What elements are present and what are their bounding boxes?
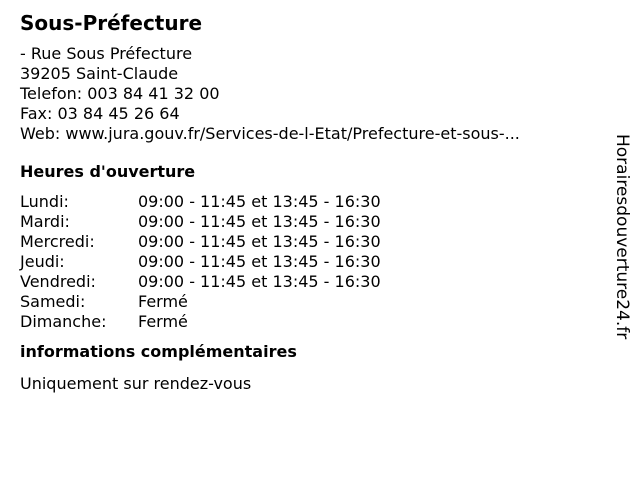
hours-time: 09:00 - 11:45 et 13:45 - 16:30 xyxy=(138,212,381,231)
info-text: Uniquement sur rendez-vous xyxy=(20,374,252,393)
address-block xyxy=(20,44,600,144)
hours-day: Jeudi: xyxy=(20,252,65,271)
hours-time: 09:00 - 11:45 et 13:45 - 16:30 xyxy=(138,272,381,291)
hours-day: Lundi: xyxy=(20,192,69,211)
hours-time: Fermé xyxy=(138,312,188,331)
info-heading: informations complémentaires xyxy=(20,342,297,361)
city-address: 39205 Saint-Claude xyxy=(20,64,179,83)
website-link: Web: www.jura.gouv.fr/Services-de-l-Etat/Prefecture-et-sous-... xyxy=(20,124,520,143)
hours-time: 09:00 - 11:45 et 13:45 - 16:30 xyxy=(138,232,381,251)
hours-day: Mercredi: xyxy=(20,232,95,251)
street-address: - Rue Sous Préfecture xyxy=(20,44,193,63)
phone-number: Telefon: 003 84 41 32 00 xyxy=(20,84,220,103)
brand-watermark: Horairesdouverture24.fr xyxy=(612,134,632,340)
hours-time: 09:00 - 11:45 et 13:45 - 16:30 xyxy=(138,192,381,211)
hours-row xyxy=(20,272,600,292)
hours-table xyxy=(20,192,600,332)
hours-row xyxy=(20,192,600,212)
hours-day: Samedi: xyxy=(20,292,86,311)
page-title: Sous-Préfecture xyxy=(20,11,203,35)
hours-heading: Heures d'ouverture xyxy=(20,162,196,181)
hours-time: 09:00 - 11:45 et 13:45 - 16:30 xyxy=(138,252,381,271)
hours-day: Dimanche: xyxy=(20,312,107,331)
fax-number: Fax: 03 84 45 26 64 xyxy=(20,104,180,123)
hours-day: Vendredi: xyxy=(20,272,96,291)
place-card xyxy=(20,10,600,394)
hours-row xyxy=(20,232,600,252)
hours-time: Fermé xyxy=(138,292,188,311)
hours-row xyxy=(20,292,600,312)
hours-row xyxy=(20,252,600,272)
hours-day: Mardi: xyxy=(20,212,70,231)
hours-row xyxy=(20,312,600,332)
hours-row xyxy=(20,212,600,232)
